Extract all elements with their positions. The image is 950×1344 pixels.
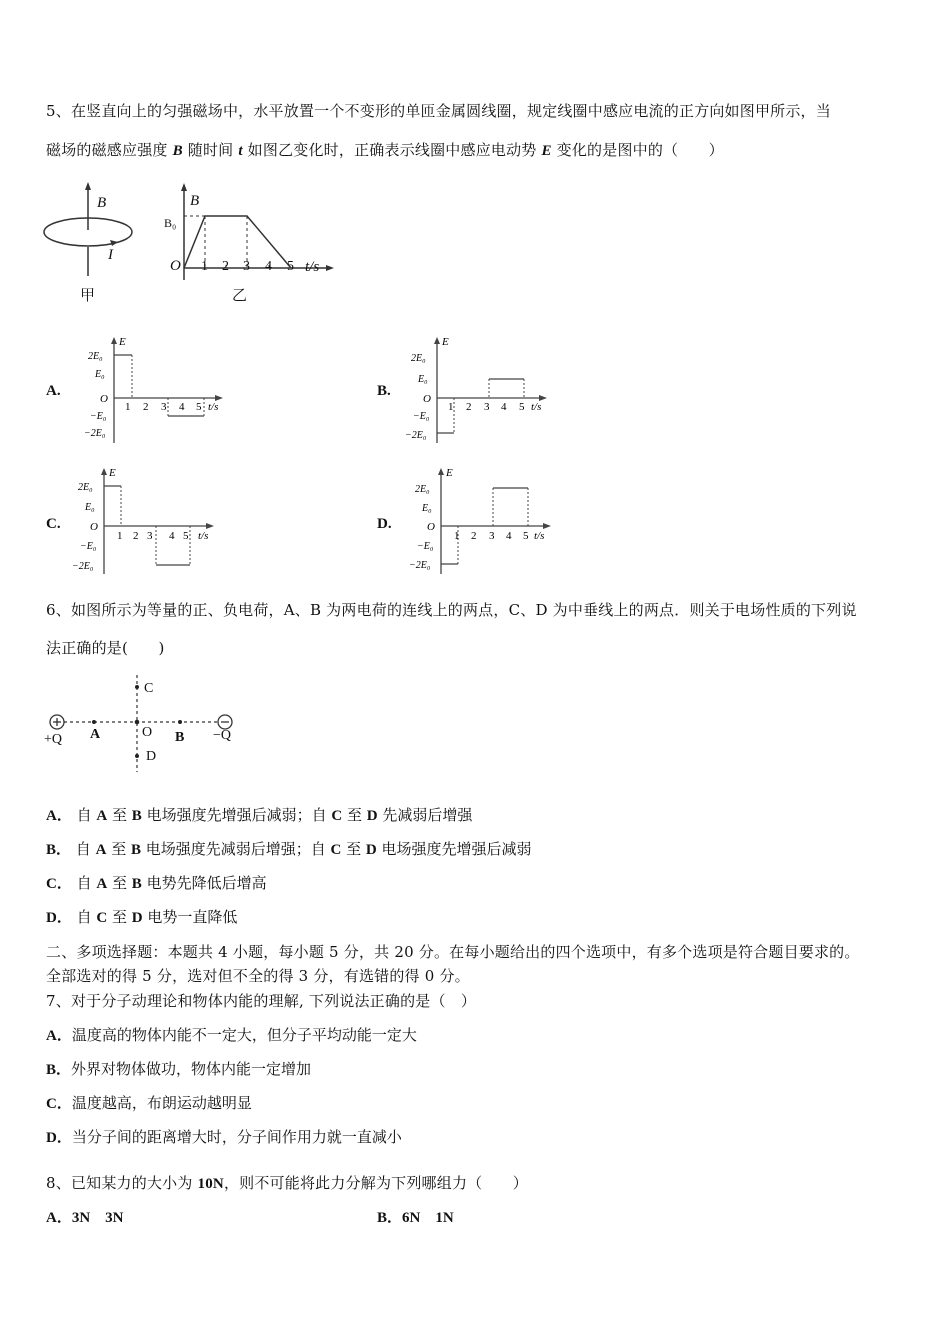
yi-y-tick-B0: B₀ (164, 216, 177, 230)
q8-force-value: 10N (197, 1176, 224, 1192)
yi-x-label: t/s (305, 259, 320, 275)
label-D: D (146, 749, 157, 764)
opt-text: 自 (76, 874, 97, 892)
q7-option-a[interactable] (46, 1025, 417, 1046)
arrow-up-icon (85, 182, 91, 190)
option-letter: A． (46, 1028, 72, 1044)
q8-text: 8、已知某力的大小为 (46, 1174, 198, 1192)
q7-option-b[interactable] (46, 1059, 311, 1080)
option-c-label: C. (46, 516, 61, 532)
point-o-dot (135, 720, 140, 725)
svg-text:−E₀: −E₀ (417, 541, 434, 552)
option-letter: B． (46, 842, 72, 858)
option-b-graph[interactable] (377, 335, 567, 445)
yi-x-tick: 1 (201, 259, 208, 274)
svg-text:5: 5 (519, 401, 525, 413)
q5-var-t: t (238, 143, 243, 159)
svg-text:2: 2 (143, 401, 149, 413)
svg-text:O: O (423, 393, 431, 405)
q6-option-d[interactable] (46, 907, 237, 928)
svg-text:4: 4 (179, 401, 185, 413)
option-letter: A． (46, 1210, 72, 1226)
q8-option-a[interactable] (46, 1207, 124, 1228)
q8-stem (46, 1173, 528, 1194)
charge-diagram (40, 672, 260, 777)
current-label-I: I (108, 247, 113, 263)
option-text: 温度高的物体内能不一定大，但分子平均动能一定大 (71, 1026, 417, 1044)
q6-stem-line1: 6、如图所示为等量的正、负电荷，A、B 为两电荷的连线上的两点，C、D 为中垂线上的两点．则关于电场性质的下列说 (46, 601, 857, 619)
q6-option-c[interactable] (46, 873, 267, 894)
svg-text:−E₀: −E₀ (80, 541, 97, 552)
caption-jia: 甲 (80, 286, 96, 304)
q5-var-E: E (541, 143, 552, 159)
neg-charge-label: −Q (213, 728, 232, 743)
svg-text:2E₀: 2E₀ (88, 351, 103, 362)
opt-var: B (131, 876, 142, 892)
caption-yi: 乙 (232, 286, 248, 304)
q5-text: 如图乙变化时，正确表示线圈中感应电动势 (242, 141, 542, 159)
option-letter: A． (46, 808, 72, 824)
opt-var: D (131, 910, 143, 926)
point-c-dot (135, 685, 139, 689)
svg-text:−E₀: −E₀ (90, 411, 107, 422)
q5-text: 磁场的磁感应强度 (46, 141, 173, 159)
svg-text:O: O (100, 393, 108, 405)
opt-var: C (330, 842, 342, 858)
option-text: 温度越高，布朗运动越明显 (71, 1094, 252, 1112)
option-d-graph[interactable] (377, 466, 567, 576)
figure-yi (160, 180, 340, 305)
opt-text: 至 (107, 874, 132, 892)
yi-x-tick: 3 (243, 259, 250, 274)
figure-jia (40, 180, 150, 305)
field-label-B: B (97, 195, 107, 211)
opt-text: 先减弱后增强 (377, 806, 473, 824)
option-text: 外界对物体做功，物体内能一定增加 (71, 1060, 312, 1078)
option-letter: C． (46, 1096, 72, 1112)
svg-text:−E₀: −E₀ (413, 411, 430, 422)
opt-text: 电场强度先减弱后增强；自 (140, 840, 331, 858)
svg-text:t/s: t/s (198, 530, 209, 542)
svg-text:t/s: t/s (534, 530, 545, 542)
svg-text:−2E₀: −2E₀ (72, 561, 94, 572)
svg-text:E₀: E₀ (422, 503, 432, 514)
svg-text:2E₀: 2E₀ (411, 353, 426, 364)
option-letter: B． (377, 1210, 403, 1226)
label-A: A (90, 727, 101, 742)
yi-x-tick: 2 (222, 259, 229, 274)
opt-var: C (331, 808, 343, 824)
opt-text: 电场强度先增强后减弱 (376, 840, 532, 858)
svg-text:2: 2 (471, 530, 477, 542)
opt-var: A (95, 842, 107, 858)
svg-text:E: E (442, 336, 449, 348)
opt-var: A (96, 808, 108, 824)
e-t-graph-b (403, 335, 563, 445)
q5-stem-line2 (46, 140, 724, 161)
option-text: 3N 3N (71, 1210, 124, 1226)
e-t-graph-c (70, 466, 230, 576)
point-b-dot (178, 720, 182, 724)
option-letter: B． (46, 1062, 72, 1078)
svg-text:2: 2 (466, 401, 472, 413)
svg-text:−2E₀: −2E₀ (84, 428, 106, 439)
label-O: O (142, 725, 153, 740)
opt-text: 自 (76, 806, 97, 824)
opt-text: 自 (75, 840, 96, 858)
option-b-label: B. (377, 383, 391, 399)
e-t-graph-d (403, 466, 563, 576)
q5-text: 变化的是图中的（ ） (551, 141, 724, 159)
opt-text: 电势一直降低 (142, 908, 238, 926)
q7-option-c[interactable] (46, 1093, 252, 1114)
svg-text:1: 1 (117, 530, 123, 542)
option-letter: D． (46, 910, 72, 926)
q6-stem-line2: 法正确的是( ) (46, 639, 165, 657)
yi-origin: O (170, 258, 181, 274)
svg-text:3: 3 (484, 401, 490, 413)
opt-text: 至 (107, 908, 132, 926)
svg-text:3: 3 (161, 401, 167, 413)
option-a-label: A. (46, 383, 61, 399)
svg-text:t/s: t/s (208, 401, 219, 413)
svg-text:1: 1 (454, 530, 460, 542)
opt-var: D (365, 842, 377, 858)
opt-text: 至 (106, 840, 131, 858)
svg-text:5: 5 (523, 530, 529, 542)
label-C: C (144, 681, 154, 696)
svg-text:4: 4 (169, 530, 175, 542)
opt-var: D (366, 808, 378, 824)
option-a-graph[interactable] (46, 335, 236, 445)
opt-text: 自 (76, 908, 97, 926)
svg-text:E: E (109, 467, 116, 479)
opt-text: 至 (341, 840, 366, 858)
svg-text:3: 3 (147, 530, 153, 542)
svg-text:E₀: E₀ (85, 502, 95, 513)
svg-text:5: 5 (196, 401, 202, 413)
opt-text: 电场强度先增强后减弱；自 (141, 806, 332, 824)
svg-text:5: 5 (183, 530, 189, 542)
option-c-graph[interactable] (46, 466, 236, 576)
q5-text: 随时间 (182, 141, 239, 159)
svg-text:E: E (119, 336, 126, 348)
svg-text:2E₀: 2E₀ (415, 484, 430, 495)
svg-text:4: 4 (501, 401, 507, 413)
svg-text:E₀: E₀ (418, 374, 428, 385)
section2-heading-line1: 二、多项选择题：本题共 4 小题，每小题 5 分，共 20 分。在每小题给出的四个选项中，有多个选项是符合题目要求的。 (46, 943, 860, 961)
e-t-graph-a (84, 335, 234, 445)
svg-text:O: O (427, 521, 435, 533)
option-text: 当分子间的距离增大时，分子间作用力就一直减小 (71, 1128, 402, 1146)
q8-text: ，则不可能将此力分解为下列哪组力（ ） (223, 1174, 528, 1192)
option-letter: D． (46, 1130, 72, 1146)
section2-heading-line2: 全部选对的得 5 分，选对但不全的得 3 分，有选错的得 0 分。 (46, 967, 470, 985)
yi-y-label: B (190, 193, 200, 209)
point-a-dot (92, 720, 96, 724)
q8-option-b[interactable] (377, 1207, 454, 1228)
yi-x-tick: 4 (265, 259, 272, 274)
svg-text:t/s: t/s (531, 401, 542, 413)
svg-text:E₀: E₀ (95, 369, 105, 380)
q7-stem: 7、对于分子动理论和物体内能的理解, 下列说法正确的是（ ） (46, 992, 477, 1010)
opt-var: B (130, 842, 141, 858)
opt-text: 电势先降低后增高 (141, 874, 267, 892)
opt-text: 至 (107, 806, 132, 824)
pos-charge-label: +Q (44, 732, 63, 747)
svg-text:E: E (446, 467, 453, 479)
point-d-dot (135, 754, 139, 758)
svg-text:2: 2 (133, 530, 139, 542)
svg-text:3: 3 (489, 530, 495, 542)
opt-text: 至 (342, 806, 367, 824)
svg-text:−2E₀: −2E₀ (409, 560, 431, 571)
label-B: B (175, 730, 185, 745)
svg-text:O: O (90, 521, 98, 533)
option-text: 6N 1N (402, 1210, 454, 1226)
svg-text:2E₀: 2E₀ (78, 482, 93, 493)
opt-var: A (96, 876, 108, 892)
opt-var: B (131, 808, 142, 824)
b-t-graph (160, 180, 340, 305)
yi-x-tick: 5 (287, 259, 294, 274)
option-letter: C． (46, 876, 72, 892)
svg-text:1: 1 (448, 401, 454, 413)
q5-var-B: B (172, 143, 183, 159)
svg-text:−2E₀: −2E₀ (405, 430, 427, 441)
q6-option-a[interactable] (46, 805, 472, 826)
opt-var: C (96, 910, 108, 926)
q5-stem-line1: 5、在竖直向上的匀强磁场中，水平放置一个不变形的单匝金属圆线圈，规定线圈中感应电流的正方向如图甲所示，当 (46, 102, 831, 120)
svg-text:1: 1 (125, 401, 131, 413)
q6-option-b[interactable] (46, 839, 532, 860)
svg-text:4: 4 (506, 530, 512, 542)
option-d-label: D. (377, 516, 392, 532)
q7-option-d[interactable] (46, 1127, 402, 1148)
